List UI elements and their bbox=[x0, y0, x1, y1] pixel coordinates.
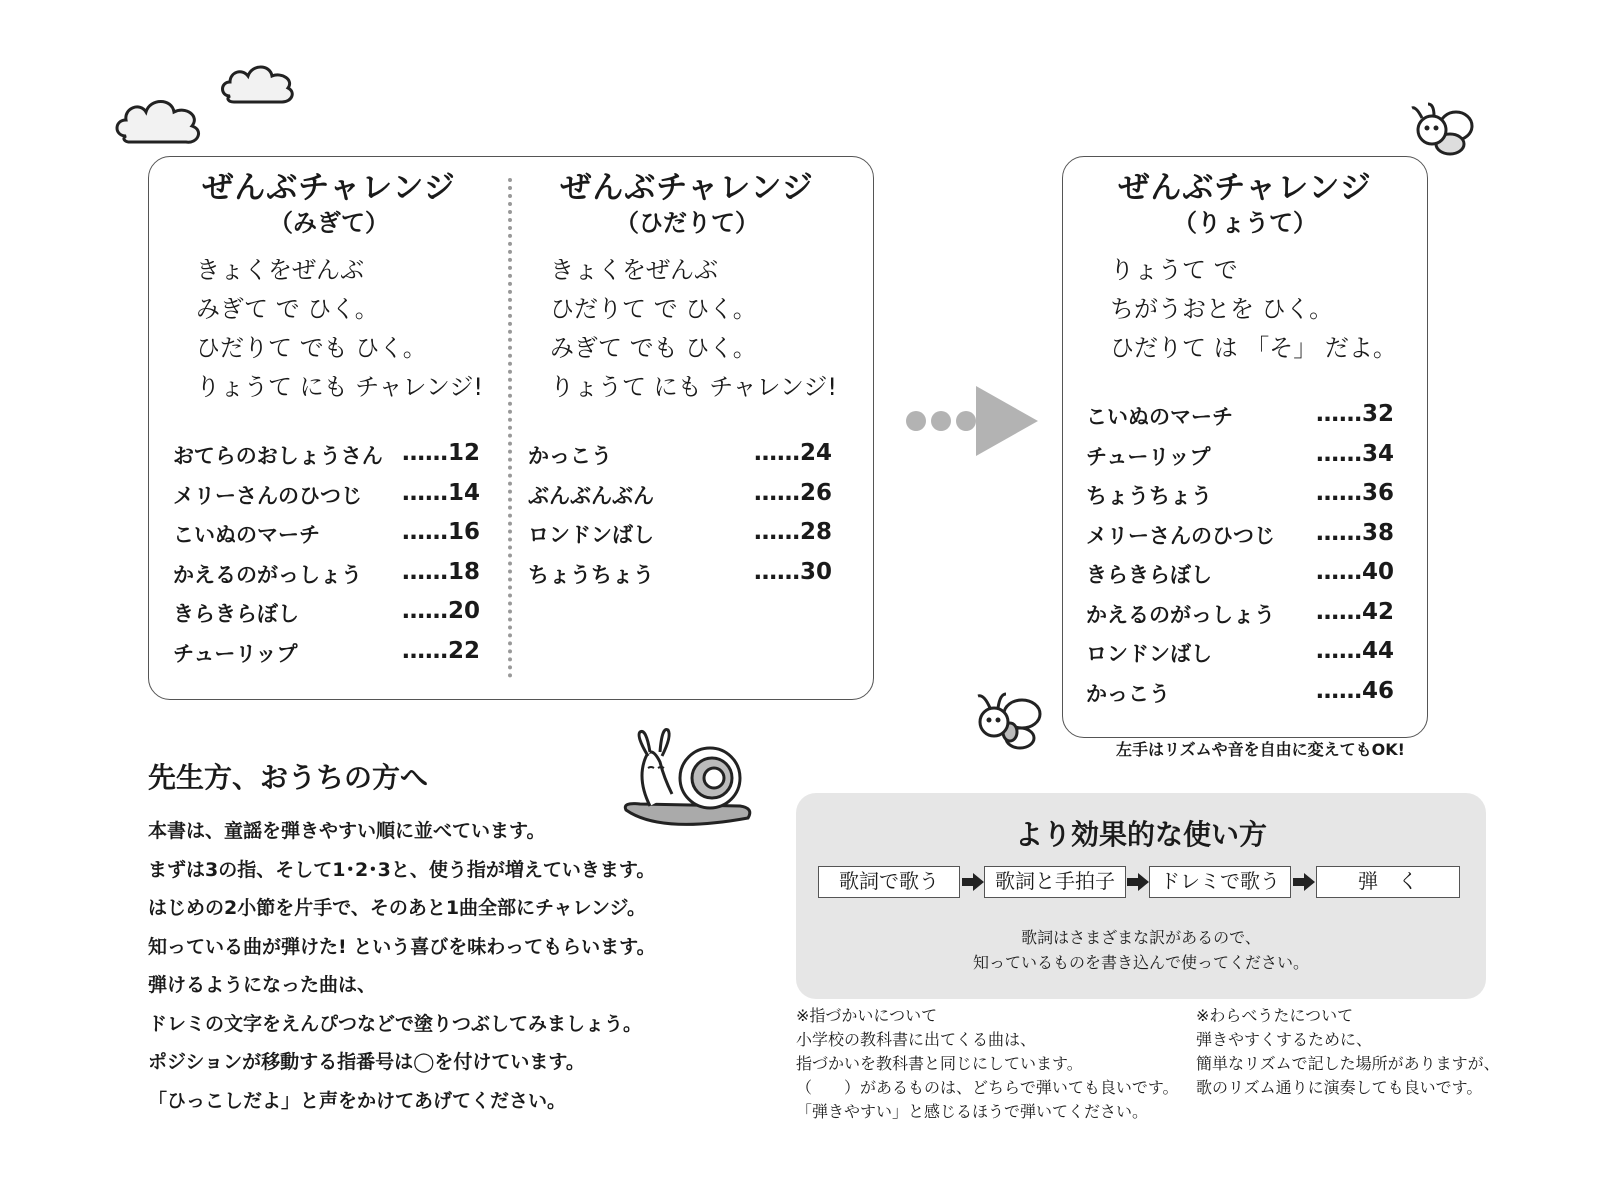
song-page: ……24 bbox=[753, 440, 832, 466]
intro-line: みぎて で ひく。 bbox=[196, 295, 379, 323]
butterfly-icon bbox=[970, 686, 1050, 758]
song-row[interactable] bbox=[528, 440, 832, 480]
body-line: ドレミの文字をえんぴつなどで塗りつぶしてみましょう。 bbox=[148, 1012, 643, 1035]
effective-usage-box bbox=[796, 793, 1486, 999]
right-hand-intro bbox=[196, 251, 483, 407]
song-title: ロンドンばし bbox=[1086, 642, 1212, 666]
song-page: ……42 bbox=[1315, 598, 1394, 625]
song-title: かっこう bbox=[1086, 681, 1170, 706]
right-hand-subtitle: （みぎて） bbox=[269, 209, 389, 237]
song-page: ……26 bbox=[753, 479, 832, 506]
song-title: かえるのがっしょう bbox=[1086, 602, 1275, 627]
note-line: 小学校の教科書に出てくる曲は、 bbox=[796, 1030, 1037, 1049]
intro-line: りょうて で bbox=[1110, 256, 1238, 284]
song-page: ……20 bbox=[401, 598, 480, 624]
step-play: 弾 く bbox=[1316, 866, 1460, 898]
song-title: こいぬのマーチ bbox=[173, 523, 320, 547]
body-line: 本書は、童謡を弾きやすい順に並べています。 bbox=[148, 820, 546, 842]
song-row[interactable] bbox=[528, 559, 832, 599]
song-row[interactable] bbox=[173, 440, 480, 480]
song-page: ……34 bbox=[1315, 440, 1394, 467]
note-line: ※指づかいについて bbox=[796, 1006, 938, 1025]
cloud-icon bbox=[112, 92, 204, 150]
left-hand-title: ぜんぶチャレンジ bbox=[560, 170, 814, 206]
song-page: ……40 bbox=[1315, 559, 1394, 585]
body-line: まずは3の指、そして1･2･3と、使う指が増えていきます。 bbox=[148, 858, 656, 881]
body-line: 弾けるようになった曲は、 bbox=[148, 974, 377, 996]
song-row[interactable] bbox=[1086, 401, 1394, 441]
song-title: おてらのおしょうさん bbox=[173, 444, 383, 468]
song-row[interactable] bbox=[173, 519, 480, 559]
song-row[interactable] bbox=[528, 480, 832, 520]
right-hand-song-list bbox=[173, 440, 480, 677]
song-title: こいぬのマーチ bbox=[1086, 405, 1233, 429]
step-arrow-icon bbox=[1293, 873, 1315, 891]
song-row[interactable] bbox=[1086, 520, 1394, 560]
song-page: ……30 bbox=[753, 558, 832, 585]
song-row[interactable] bbox=[173, 480, 480, 520]
both-hands-intro bbox=[1110, 251, 1397, 368]
step-arrow-icon bbox=[962, 873, 984, 891]
both-hands-subtitle: （りょうて） bbox=[1173, 209, 1317, 237]
note-line: 「弾きやすい」と感じるほうで弾いてください。 bbox=[796, 1102, 1149, 1121]
song-row[interactable] bbox=[173, 598, 480, 638]
song-page: ……32 bbox=[1315, 401, 1394, 427]
note-line: 簡単なリズムで記した場所がありますが、 bbox=[1196, 1054, 1500, 1073]
song-title: ちょうちょう bbox=[528, 562, 654, 587]
song-row[interactable] bbox=[1086, 638, 1394, 678]
right-hand-title: ぜんぶチャレンジ bbox=[202, 170, 456, 206]
both-hands-title: ぜんぶチャレンジ bbox=[1118, 170, 1372, 206]
arrow-dot bbox=[931, 411, 951, 431]
step-arrow-icon bbox=[1127, 873, 1149, 891]
usage-note-line: 知っているものを書き込んで使ってください。 bbox=[972, 953, 1309, 972]
dotted-divider bbox=[508, 178, 512, 678]
intro-line: ひだりて で ひく。 bbox=[550, 295, 757, 323]
note-line: 指づかいを教科書と同じにしています。 bbox=[796, 1054, 1083, 1073]
note-line: 歌のリズム通りに演奏しても良いです。 bbox=[1196, 1078, 1483, 1097]
bee-icon bbox=[1408, 100, 1478, 162]
step-sing-doremi: ドレミで歌う bbox=[1149, 866, 1291, 898]
song-page: ……16 bbox=[401, 519, 480, 545]
intro-line: きょくをぜんぶ bbox=[196, 256, 364, 284]
intro-line: ちがうおとを ひく。 bbox=[1110, 295, 1334, 323]
step-lyrics-clap: 歌詞と手拍子 bbox=[984, 866, 1126, 898]
step-sing-lyrics: 歌詞で歌う bbox=[818, 866, 960, 898]
intro-line: りょうて にも チャレンジ! bbox=[550, 373, 837, 401]
arrow-right-icon bbox=[976, 386, 1038, 456]
song-page: ……44 bbox=[1315, 638, 1394, 664]
song-page: ……14 bbox=[401, 479, 480, 506]
teachers-section-title: 先生方、おうちの方へ bbox=[148, 761, 429, 794]
body-line: 知っている曲が弾けた! という喜びを味わってもらいます。 bbox=[148, 935, 656, 958]
usage-note-line: 歌詞はさまざまな訳があるので、 bbox=[1021, 928, 1261, 947]
song-title: ぶんぶんぶん bbox=[528, 483, 654, 508]
intro-line: ひだりて でも ひく。 bbox=[196, 334, 427, 362]
body-line: ポジションが移動する指番号は◯を付けています。 bbox=[148, 1051, 585, 1073]
intro-line: ひだりて は 「そ」 だよ。 bbox=[1110, 334, 1397, 362]
song-row[interactable] bbox=[1086, 480, 1394, 520]
song-title: ロンドンばし bbox=[528, 523, 654, 547]
song-title: きらきらぼし bbox=[173, 602, 299, 626]
song-title: ちょうちょう bbox=[1086, 484, 1212, 508]
warabeuta-note bbox=[1196, 1004, 1500, 1100]
intro-line: みぎて でも ひく。 bbox=[550, 334, 757, 362]
both-hands-song-list bbox=[1086, 401, 1394, 717]
left-hand-song-list bbox=[528, 440, 832, 598]
song-page: ……22 bbox=[401, 637, 480, 664]
body-line: はじめの2小節を片手で、そのあと1曲全部にチャレンジ。 bbox=[148, 897, 647, 919]
intro-line: きょくをぜんぶ bbox=[550, 256, 718, 284]
song-row[interactable] bbox=[1086, 559, 1394, 599]
song-title: かえるのがっしょう bbox=[173, 562, 362, 587]
song-row[interactable] bbox=[528, 519, 832, 559]
song-title: メリーさんのひつじ bbox=[173, 483, 362, 508]
note-line: ※わらべうたについて bbox=[1196, 1006, 1354, 1025]
intro-line: りょうて にも チャレンジ! bbox=[196, 373, 483, 401]
note-line: 弾きやすくするために、 bbox=[1196, 1030, 1373, 1049]
song-page: ……28 bbox=[753, 519, 832, 545]
usage-note bbox=[796, 925, 1486, 975]
song-row[interactable] bbox=[173, 638, 480, 678]
song-row[interactable] bbox=[173, 559, 480, 599]
body-line: 「ひっこしだよ」と声をかけてあげてください。 bbox=[148, 1089, 567, 1112]
song-title: メリーさんのひつじ bbox=[1086, 523, 1275, 548]
song-page: ……46 bbox=[1315, 677, 1394, 704]
song-title: チューリップ bbox=[173, 641, 298, 666]
note-line: （ ）があるものは、どちらで弾いても良いです。 bbox=[796, 1078, 1179, 1097]
song-row[interactable] bbox=[1086, 441, 1394, 481]
cloud-icon bbox=[218, 60, 296, 108]
usage-title: より効果的な使い方 bbox=[1014, 818, 1267, 851]
left-hand-subtitle: （ひだりて） bbox=[615, 209, 759, 237]
song-page: ……38 bbox=[1315, 519, 1394, 546]
song-page: ……18 bbox=[401, 558, 480, 585]
song-title: かっこう bbox=[528, 444, 612, 468]
song-page: ……36 bbox=[1315, 480, 1394, 506]
left-hand-freedom-note: 左手はリズムや音を自由に変えてもOK! bbox=[1116, 740, 1405, 759]
song-title: チューリップ bbox=[1086, 444, 1211, 469]
fingering-note bbox=[796, 1004, 1179, 1124]
song-row[interactable] bbox=[1086, 678, 1394, 718]
song-row[interactable] bbox=[1086, 599, 1394, 639]
song-title: きらきらぼし bbox=[1086, 563, 1212, 587]
song-page: ……12 bbox=[401, 440, 480, 466]
left-hand-intro bbox=[550, 251, 837, 407]
teachers-section-body bbox=[148, 812, 656, 1120]
arrow-dot bbox=[906, 411, 926, 431]
arrow-dot bbox=[956, 411, 976, 431]
